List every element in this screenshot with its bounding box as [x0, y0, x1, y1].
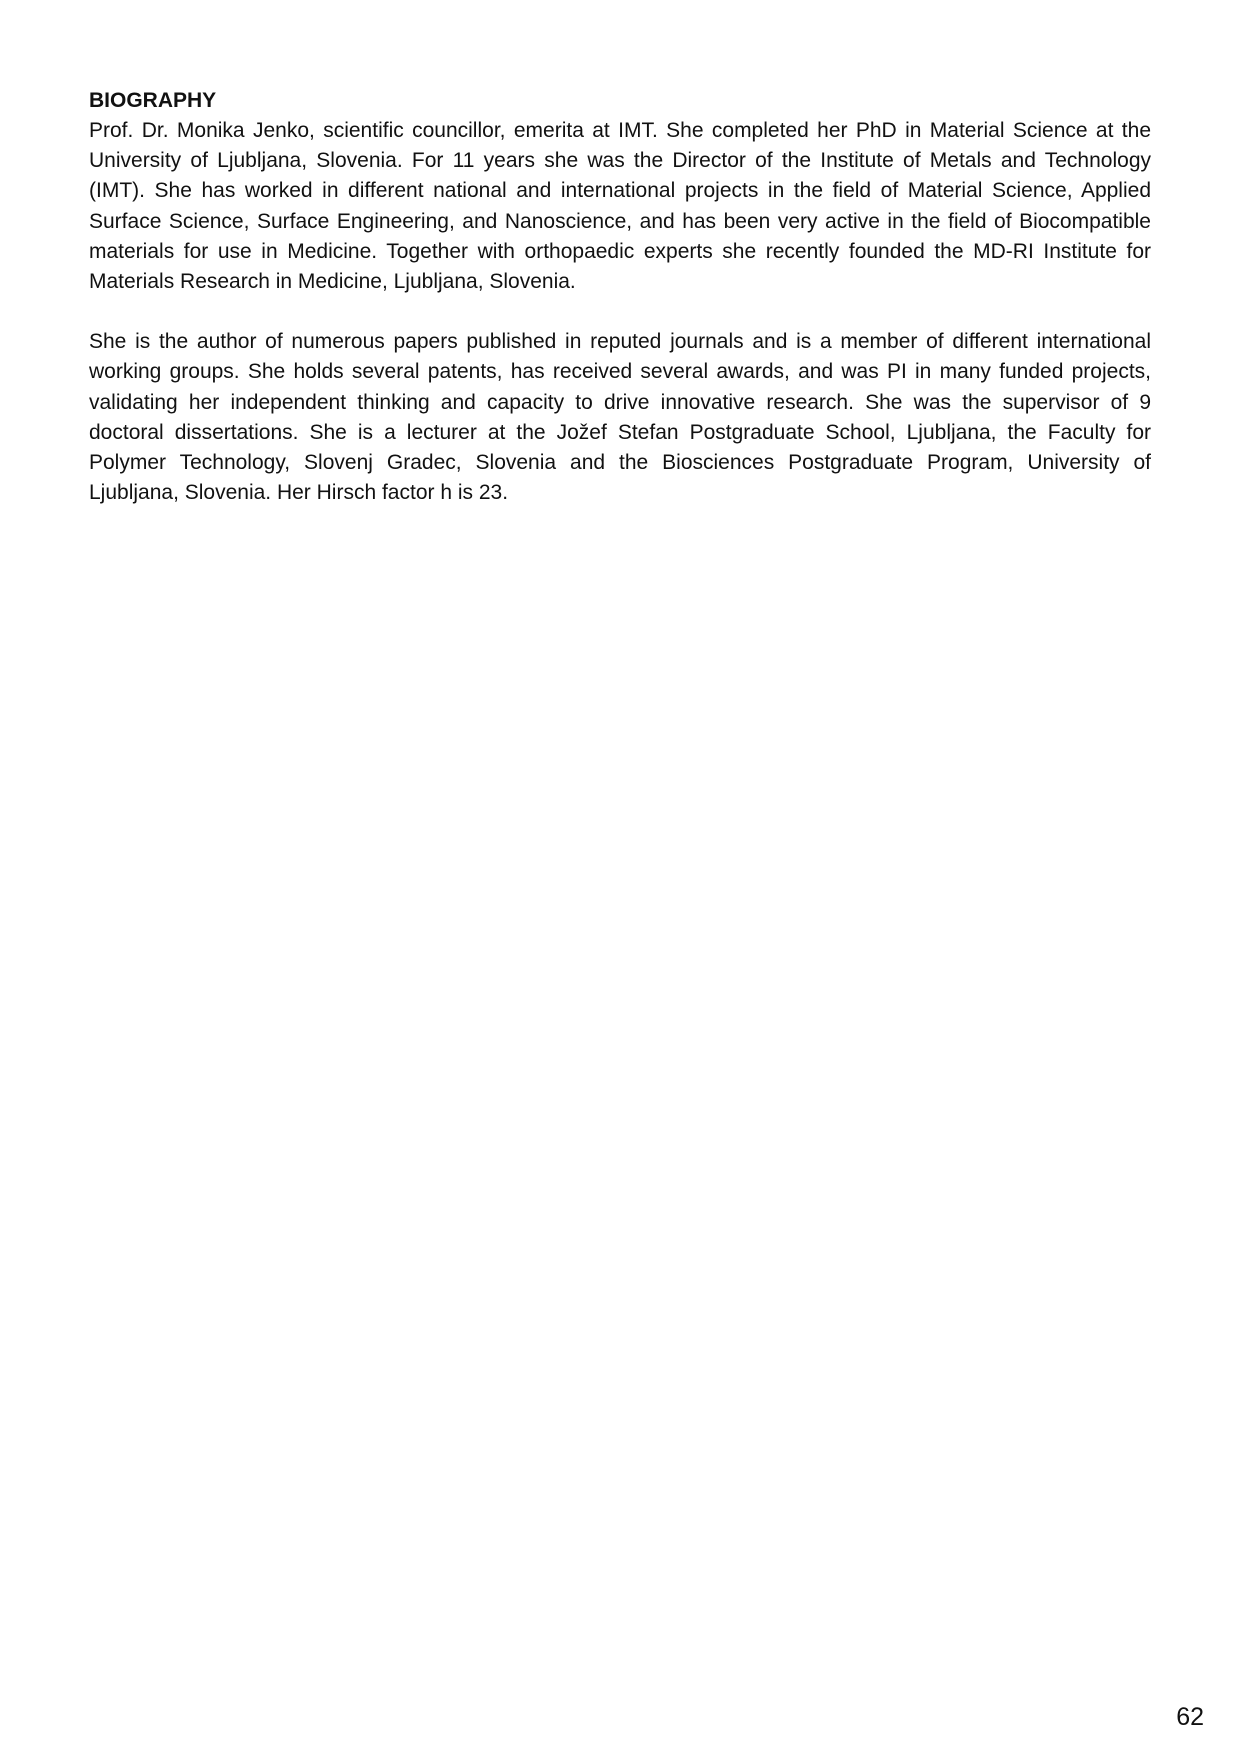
biography-paragraph-2: She is the author of numerous papers published in reputed journals and is a member of different international working groups. She holds several patents, has received several awards, and was PI in many funded projects, validating her independent thinking and capacity to drive innovative research. She was the supervisor of 9 doctoral dissertations. She is a lecturer at the Jožef Stefan Postgraduate School, Ljubljana, the Faculty for Polymer Technology, Slovenj Gradec, Slovenia and the Biosciences Postgraduate Program, University of Ljubljana, Slovenia. Her Hirsch factor h is 23.: [89, 330, 1151, 505]
page-number: 62: [1176, 1703, 1204, 1731]
biography-paragraph-1: Prof. Dr. Monika Jenko, scientific councillor, emerita at IMT. She completed her PhD in Material Science at the University of Ljubljana, Slovenia. For 11 years she was the Director of the Institute of Metals and Technology (IMT). She has worked in different national and international projects in the field of Material Science, Applied Surface Science, Surface Engineering, and Nanoscience, and has been very active in the field of Biocompatible materials for use in Medicine. Together with orthopaedic experts she recently founded the MD-RI Institute for Materials Research in Medicine, Ljubljana, Slovenia.: [89, 119, 1151, 294]
biography-heading: BIOGRAPHY: [89, 89, 217, 112]
biography-section: [89, 86, 1151, 508]
